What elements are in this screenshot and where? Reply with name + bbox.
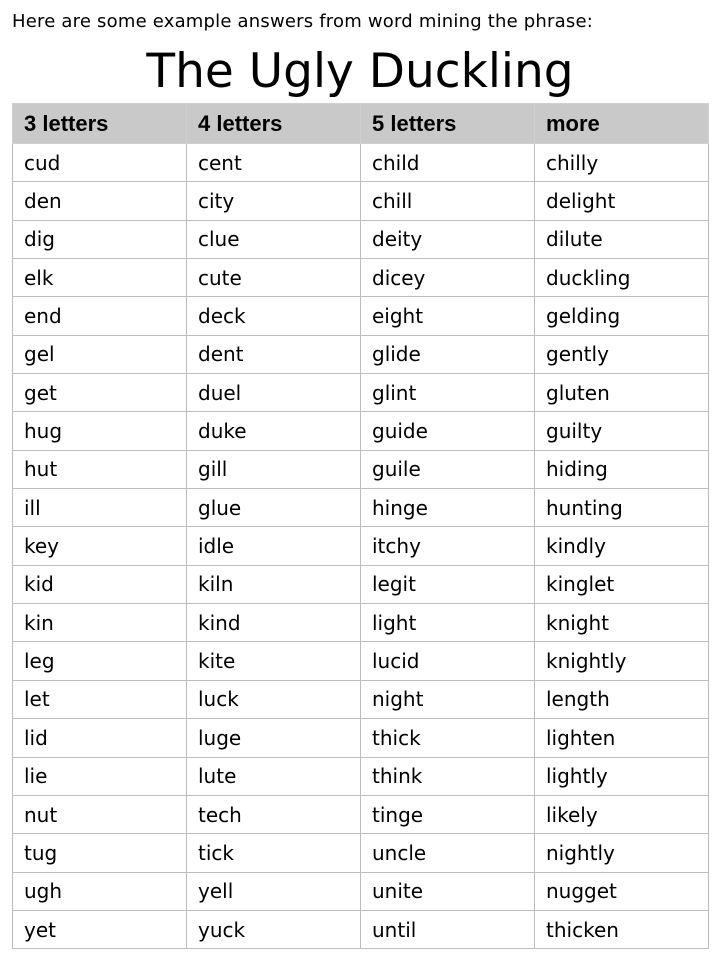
word-cell: chilly: [535, 144, 709, 182]
page-title: The Ugly Duckling: [146, 44, 574, 99]
word-cell: unite: [361, 872, 535, 910]
word-cell: kin: [13, 604, 187, 642]
word-cell: duel: [187, 374, 361, 412]
word-cell: yell: [187, 872, 361, 910]
word-cell: key: [13, 527, 187, 565]
word-cell: eight: [361, 297, 535, 335]
table-row: [13, 259, 709, 297]
word-cell: cent: [187, 144, 361, 182]
word-cell: hug: [13, 412, 187, 450]
word-cell: kiln: [187, 565, 361, 603]
word-cell: yuck: [187, 910, 361, 948]
table-row: [13, 604, 709, 642]
table-row: [13, 412, 709, 450]
table-row: [13, 910, 709, 948]
table-body: [13, 144, 709, 949]
word-cell: lighten: [535, 719, 709, 757]
word-cell: gently: [535, 335, 709, 373]
word-cell: elk: [13, 259, 187, 297]
table-row: [13, 374, 709, 412]
word-cell: idle: [187, 527, 361, 565]
table-row: [13, 527, 709, 565]
word-cell: tinge: [361, 795, 535, 833]
word-cell: dent: [187, 335, 361, 373]
word-cell: deck: [187, 297, 361, 335]
table-row: [13, 719, 709, 757]
word-cell: glint: [361, 374, 535, 412]
word-cell: lie: [13, 757, 187, 795]
intro-text: Here are some example answers from word mining the phrase:: [12, 11, 593, 32]
word-cell: ugh: [13, 872, 187, 910]
word-cell: guilty: [535, 412, 709, 450]
word-cell: knight: [535, 604, 709, 642]
table-row: [13, 144, 709, 182]
word-cell: lute: [187, 757, 361, 795]
word-cell: cute: [187, 259, 361, 297]
table-header-row: [13, 104, 709, 144]
word-cell: luge: [187, 719, 361, 757]
word-cell: luck: [187, 680, 361, 718]
word-cell: dilute: [535, 220, 709, 258]
word-cell: nut: [13, 795, 187, 833]
word-cell: legit: [361, 565, 535, 603]
word-cell: hiding: [535, 450, 709, 488]
word-cell: kid: [13, 565, 187, 603]
word-cell: deity: [361, 220, 535, 258]
word-cell: night: [361, 680, 535, 718]
word-cell: itchy: [361, 527, 535, 565]
word-cell: light: [361, 604, 535, 642]
word-cell: guide: [361, 412, 535, 450]
word-cell: hinge: [361, 489, 535, 527]
word-cell: kind: [187, 604, 361, 642]
word-cell: kite: [187, 642, 361, 680]
word-cell: clue: [187, 220, 361, 258]
word-cell: gluten: [535, 374, 709, 412]
word-cell: get: [13, 374, 187, 412]
word-cell: cud: [13, 144, 187, 182]
word-cell: uncle: [361, 834, 535, 872]
word-cell: gill: [187, 450, 361, 488]
word-cell: thick: [361, 719, 535, 757]
word-cell: chill: [361, 182, 535, 220]
word-cell: glide: [361, 335, 535, 373]
word-cell: glue: [187, 489, 361, 527]
table-row: [13, 834, 709, 872]
word-cell: gel: [13, 335, 187, 373]
word-cell: city: [187, 182, 361, 220]
word-cell: end: [13, 297, 187, 335]
table-row: [13, 757, 709, 795]
word-cell: guile: [361, 450, 535, 488]
word-cell: thicken: [535, 910, 709, 948]
word-cell: leg: [13, 642, 187, 680]
word-cell: length: [535, 680, 709, 718]
table-row: [13, 872, 709, 910]
table-row: [13, 642, 709, 680]
word-cell: let: [13, 680, 187, 718]
table-row: [13, 680, 709, 718]
word-cell: den: [13, 182, 187, 220]
word-cell: think: [361, 757, 535, 795]
word-cell: dig: [13, 220, 187, 258]
column-header-5-letters: 5 letters: [361, 104, 535, 144]
word-cell: lid: [13, 719, 187, 757]
word-cell: nugget: [535, 872, 709, 910]
column-header-4-letters: 4 letters: [187, 104, 361, 144]
table-row: [13, 220, 709, 258]
word-cell: delight: [535, 182, 709, 220]
word-cell: hunting: [535, 489, 709, 527]
column-header-3-letters: 3 letters: [13, 104, 187, 144]
table-row: [13, 335, 709, 373]
word-cell: tug: [13, 834, 187, 872]
table-row: [13, 182, 709, 220]
word-cell: yet: [13, 910, 187, 948]
column-header-more: more: [535, 104, 709, 144]
word-cell: dicey: [361, 259, 535, 297]
word-cell: child: [361, 144, 535, 182]
word-table: [12, 103, 709, 949]
word-cell: hut: [13, 450, 187, 488]
word-cell: tech: [187, 795, 361, 833]
table-row: [13, 795, 709, 833]
word-cell: tick: [187, 834, 361, 872]
word-cell: likely: [535, 795, 709, 833]
word-cell: lucid: [361, 642, 535, 680]
word-cell: kindly: [535, 527, 709, 565]
table-row: [13, 489, 709, 527]
table-row: [13, 565, 709, 603]
word-cell: duke: [187, 412, 361, 450]
table-row: [13, 297, 709, 335]
word-cell: kinglet: [535, 565, 709, 603]
word-cell: knightly: [535, 642, 709, 680]
table-row: [13, 450, 709, 488]
word-cell: lightly: [535, 757, 709, 795]
word-cell: ill: [13, 489, 187, 527]
word-cell: gelding: [535, 297, 709, 335]
word-cell: until: [361, 910, 535, 948]
word-cell: nightly: [535, 834, 709, 872]
word-cell: duckling: [535, 259, 709, 297]
